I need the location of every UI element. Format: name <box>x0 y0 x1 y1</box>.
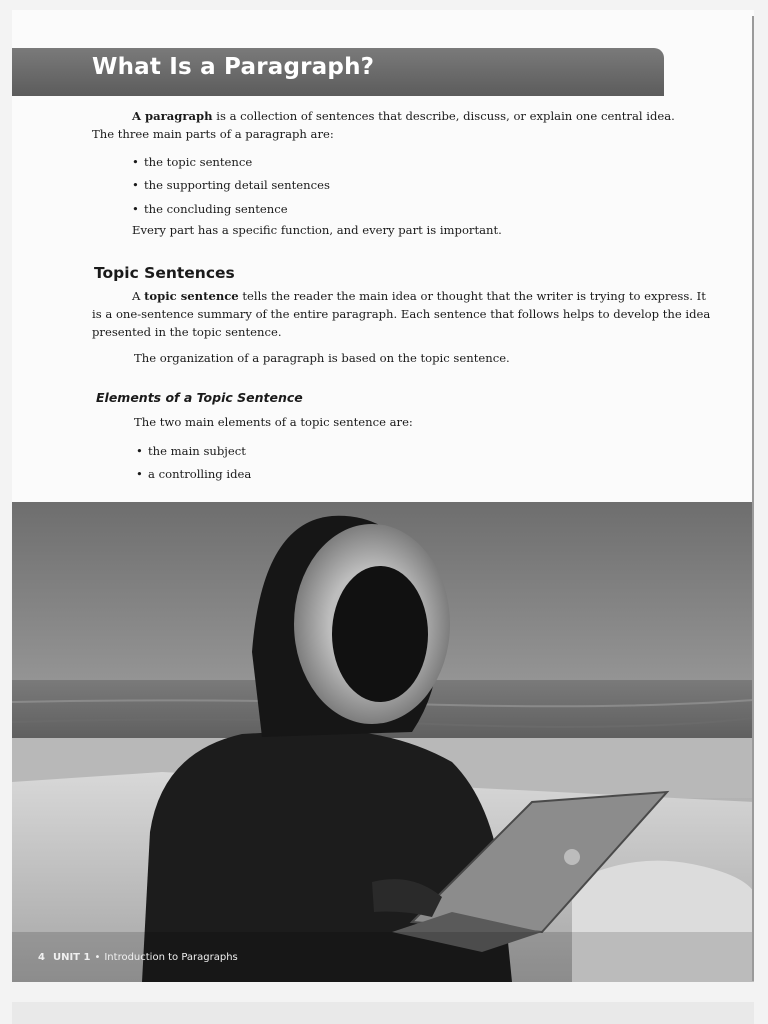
list-item: • the supporting detail sentences <box>144 176 330 194</box>
intro-term: A paragraph <box>132 109 213 123</box>
list-item: • the main subject <box>148 442 246 460</box>
subsection-intro: The two main elements of a topic sentence are: <box>134 415 413 429</box>
section-p2: The organization of a paragraph is based on the topic sentence. <box>134 351 510 365</box>
list-item: • a controlling idea <box>148 465 251 483</box>
photo-person-with-laptop-on-ice <box>12 502 754 982</box>
unit-label: UNIT 1 <box>52 952 91 963</box>
page-number: 4 <box>38 952 45 963</box>
section-p1-line-1-text: tells the reader the main idea or thought that the writer is trying to express. It <box>238 289 706 303</box>
intro-line-2: The three main parts of a paragraph are: <box>92 127 334 141</box>
list-item: • the topic sentence <box>144 153 252 171</box>
footer-separator: • <box>94 952 101 963</box>
section-p1-line-3: presented in the topic sentence. <box>92 325 282 339</box>
intro-line-1-text: is a collection of sentences that describe, discuss, or explain one central idea. <box>212 109 675 123</box>
parts-note: Every part has a specific function, and every part is important. <box>132 223 502 237</box>
section-p1-line-1 <box>132 287 706 305</box>
title-banner <box>12 48 664 96</box>
page-edge-divider <box>752 16 754 981</box>
photo-illustration <box>12 502 754 982</box>
section-heading: Topic Sentences <box>94 264 235 282</box>
unit-title: Introduction to Paragraphs <box>104 952 238 963</box>
intro-line-1 <box>132 107 675 125</box>
section-p1-start: A <box>132 289 145 303</box>
textbook-page <box>12 10 754 982</box>
page-footer <box>38 952 238 963</box>
section-term: topic sentence <box>144 289 239 303</box>
section-p1-line-2: is a one-sentence summary of the entire paragraph. Each sentence that follows helps to develop the idea <box>92 307 711 321</box>
subsection-heading: Elements of a Topic Sentence <box>96 390 303 405</box>
list-item: • the concluding sentence <box>144 200 288 218</box>
next-page-strip <box>12 1002 754 1024</box>
page-title: What Is a Paragraph? <box>92 54 375 80</box>
